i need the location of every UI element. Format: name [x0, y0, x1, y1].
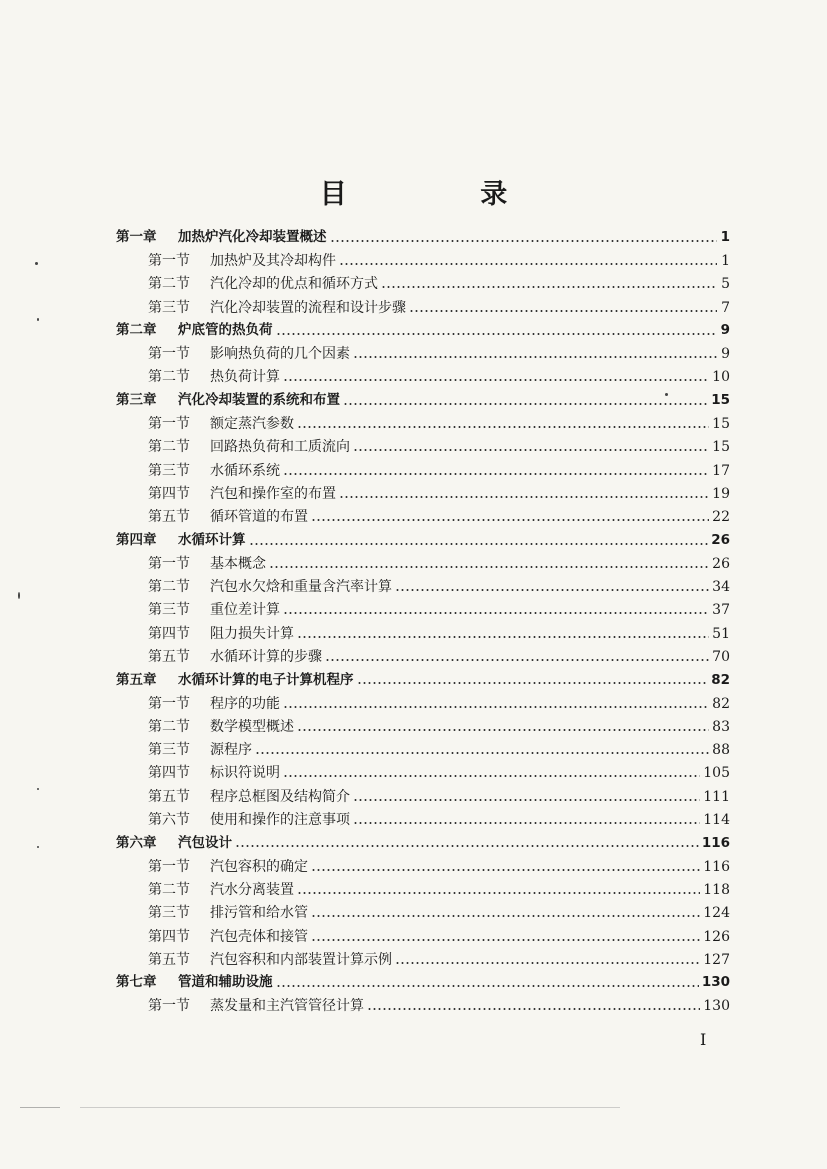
entry-page-number: 34	[712, 579, 730, 596]
entry-title: 汽包和操作室的布置	[210, 485, 336, 502]
toc-section-entry	[116, 296, 730, 319]
entry-title: 重位差计算	[210, 602, 280, 619]
entry-title: 基本概念	[210, 555, 266, 572]
toc-section-entry	[116, 878, 730, 901]
toc-section-entry	[116, 785, 730, 808]
entry-page-number: 82	[712, 695, 730, 712]
entry-number: 第一节	[148, 346, 190, 363]
entry-number: 第三节	[148, 742, 190, 759]
dot-leader	[249, 543, 709, 545]
entry-title: 加热炉及其冷却构件	[210, 252, 336, 269]
entry-page-number: 105	[703, 765, 730, 782]
entry-number: 第一节	[148, 555, 190, 572]
dot-leader	[395, 589, 709, 591]
toc-section-entry	[116, 902, 730, 925]
entry-page-number: 70	[712, 648, 730, 665]
page-title: 目 录	[319, 179, 570, 210]
entry-page-number: 26	[712, 555, 730, 572]
entry-title: 程序总框图及结构简介	[210, 788, 350, 805]
entry-number: 第五节	[148, 648, 190, 665]
entry-page-number: 5	[721, 276, 730, 293]
entry-title: 水循环系统	[210, 462, 280, 479]
entry-title: 阻力损失计算	[210, 625, 294, 642]
entry-title: 排污管和给水管	[210, 905, 308, 922]
dot-leader	[311, 939, 700, 941]
dot-leader	[297, 729, 709, 731]
dot-leader	[325, 659, 709, 661]
dot-leader	[367, 1008, 700, 1010]
entry-number: 第三节	[148, 462, 190, 479]
entry-page-number: 88	[712, 742, 730, 759]
entry-number: 第三节	[148, 299, 190, 316]
entry-number: 第四节	[148, 625, 190, 642]
entry-number: 第二节	[148, 881, 190, 898]
entry-page-number: 83	[712, 718, 730, 735]
entry-title: 源程序	[210, 742, 252, 759]
entry-number: 第三节	[148, 602, 190, 619]
dot-leader	[283, 775, 700, 777]
entry-title: 水循环计算的电子计算机程序	[178, 671, 354, 688]
entry-page-number: 116	[701, 834, 730, 851]
entry-title: 汽包设计	[178, 834, 232, 851]
dot-leader	[339, 496, 709, 498]
entry-number: 第一节	[148, 252, 190, 269]
entry-number: 第二节	[148, 276, 190, 293]
entry-number: 第二节	[148, 369, 190, 386]
entry-title: 循环管道的布置	[210, 509, 308, 526]
entry-page-number: 17	[712, 462, 730, 479]
entry-page-number: 19	[712, 485, 730, 502]
toc-chapter-entry	[116, 669, 730, 692]
toc-section-entry	[116, 575, 730, 598]
entry-title: 额定蒸汽参数	[210, 416, 294, 433]
entry-title: 加热炉汽化冷却装置概述	[178, 228, 327, 245]
entry-title: 汽包容积的确定	[210, 858, 308, 875]
entry-page-number: 22	[712, 509, 730, 526]
entry-title: 数学模型概述	[210, 718, 294, 735]
entry-page-number: 9	[721, 346, 730, 363]
page-folio: I	[700, 1030, 707, 1049]
toc-section-entry	[116, 925, 730, 948]
dot-leader	[343, 403, 708, 405]
entry-title: 汽化冷却的优点和循环方式	[210, 276, 378, 293]
toc-section-entry	[116, 506, 730, 529]
entry-number: 第五节	[148, 788, 190, 805]
dot-leader	[339, 263, 717, 265]
dot-leader	[381, 286, 717, 288]
dot-leader	[311, 915, 700, 917]
toc-section-entry	[116, 762, 730, 785]
toc-section-entry	[116, 366, 730, 389]
dot-leader	[297, 636, 709, 638]
toc-section-entry	[116, 249, 730, 272]
entry-number: 第三章	[116, 391, 157, 408]
entry-number: 第七章	[116, 974, 157, 991]
toc-section-entry	[116, 692, 730, 715]
entry-title: 管道和辅助设施	[178, 974, 273, 991]
table-of-contents	[116, 226, 730, 1018]
entry-number: 第五节	[148, 951, 190, 968]
toc-section-entry	[116, 622, 730, 645]
entry-page-number: 15	[712, 416, 730, 433]
toc-chapter-entry	[116, 972, 730, 995]
entry-title: 水循环计算的步骤	[210, 648, 322, 665]
scan-artifact-line	[20, 1107, 620, 1108]
entry-page-number: 51	[712, 625, 730, 642]
entry-number: 第四节	[148, 765, 190, 782]
entry-number: 第二章	[116, 322, 157, 339]
entry-number: 第四章	[116, 531, 157, 548]
toc-section-entry	[116, 552, 730, 575]
entry-page-number: 118	[703, 881, 730, 898]
toc-section-entry	[116, 599, 730, 622]
entry-number: 第一节	[148, 695, 190, 712]
dot-leader	[276, 333, 718, 335]
entry-number: 第一节	[148, 858, 190, 875]
dot-leader	[353, 799, 700, 801]
toc-section-entry	[116, 995, 730, 1018]
dot-leader	[255, 752, 709, 754]
toc-chapter-entry	[116, 319, 730, 342]
toc-section-entry	[116, 436, 730, 459]
entry-title: 程序的功能	[210, 695, 280, 712]
dot-leader	[276, 985, 699, 987]
toc-section-entry	[116, 715, 730, 738]
entry-page-number: 82	[711, 671, 730, 688]
entry-page-number: 127	[703, 951, 730, 968]
entry-title: 汽包壳体和接管	[210, 928, 308, 945]
entry-number: 第二节	[148, 579, 190, 596]
entry-number: 第四节	[148, 928, 190, 945]
entry-title: 蒸发量和主汽管管径计算	[210, 998, 364, 1015]
toc-section-entry	[116, 412, 730, 435]
dot-leader	[311, 519, 709, 521]
entry-page-number: 130	[701, 974, 730, 991]
toc-section-entry	[116, 459, 730, 482]
entry-number: 第二节	[148, 439, 190, 456]
toc-section-entry	[116, 645, 730, 668]
dot-leader	[353, 449, 709, 451]
entry-page-number: 15	[712, 439, 730, 456]
entry-title: 回路热负荷和工质流向	[210, 439, 350, 456]
dot-leader	[269, 566, 709, 568]
toc-section-entry	[116, 342, 730, 365]
entry-title: 标识符说明	[210, 765, 280, 782]
toc-chapter-entry	[116, 529, 730, 552]
entry-page-number: 1	[720, 228, 730, 245]
entry-number: 第六章	[116, 834, 157, 851]
dot-leader	[297, 892, 700, 894]
dot-leader	[357, 682, 709, 684]
entry-number: 第五节	[148, 509, 190, 526]
toc-chapter-entry	[116, 226, 730, 249]
toc-section-entry	[116, 482, 730, 505]
dot-leader	[409, 310, 717, 312]
entry-number: 第一节	[148, 416, 190, 433]
entry-page-number: 130	[703, 998, 730, 1015]
entry-page-number: 26	[711, 531, 730, 548]
dot-leader	[283, 473, 709, 475]
entry-title: 水循环计算	[178, 531, 246, 548]
entry-title: 汽包容积和内部装置计算示例	[210, 951, 392, 968]
toc-chapter-entry	[116, 832, 730, 855]
dot-leader	[311, 869, 700, 871]
entry-title: 热负荷计算	[210, 369, 280, 386]
entry-number: 第一节	[148, 998, 190, 1015]
dot-leader	[353, 822, 700, 824]
entry-title: 汽水分离装置	[210, 881, 294, 898]
entry-number: 第一章	[116, 228, 157, 245]
toc-section-entry	[116, 808, 730, 831]
entry-page-number: 124	[703, 905, 730, 922]
entry-title: 汽包水欠焓和重量含汽率计算	[210, 579, 392, 596]
entry-page-number: 126	[703, 928, 730, 945]
entry-page-number: 116	[703, 858, 730, 875]
entry-page-number: 10	[712, 369, 730, 386]
dot-leader	[283, 379, 709, 381]
toc-section-entry	[116, 948, 730, 971]
entry-title: 汽化冷却装置的流程和设计步骤	[210, 299, 406, 316]
toc-section-entry	[116, 855, 730, 878]
entry-number: 第二节	[148, 718, 190, 735]
entry-page-number: 15	[711, 391, 730, 408]
entry-number: 第六节	[148, 812, 190, 829]
entry-number: 第四节	[148, 485, 190, 502]
entry-page-number: 37	[712, 602, 730, 619]
entry-page-number: 111	[703, 788, 730, 805]
dot-leader	[283, 706, 709, 708]
dot-leader	[330, 240, 718, 242]
dot-leader	[297, 426, 709, 428]
entry-number: 第三节	[148, 905, 190, 922]
entry-title: 使用和操作的注意事项	[210, 812, 350, 829]
dot-leader	[235, 845, 699, 847]
entry-title: 汽化冷却装置的系统和布置	[178, 391, 340, 408]
entry-page-number: 9	[720, 322, 730, 339]
entry-page-number: 114	[703, 812, 730, 829]
toc-section-entry	[116, 739, 730, 762]
dot-leader	[283, 612, 709, 614]
dot-leader	[353, 356, 717, 358]
entry-title: 炉底管的热负荷	[178, 322, 273, 339]
entry-page-number: 1	[721, 252, 730, 269]
entry-number: 第五章	[116, 671, 157, 688]
entry-page-number: 7	[721, 299, 730, 316]
toc-section-entry	[116, 273, 730, 296]
entry-title: 影响热负荷的几个因素	[210, 346, 350, 363]
dot-leader	[395, 962, 700, 964]
toc-chapter-entry	[116, 389, 730, 412]
